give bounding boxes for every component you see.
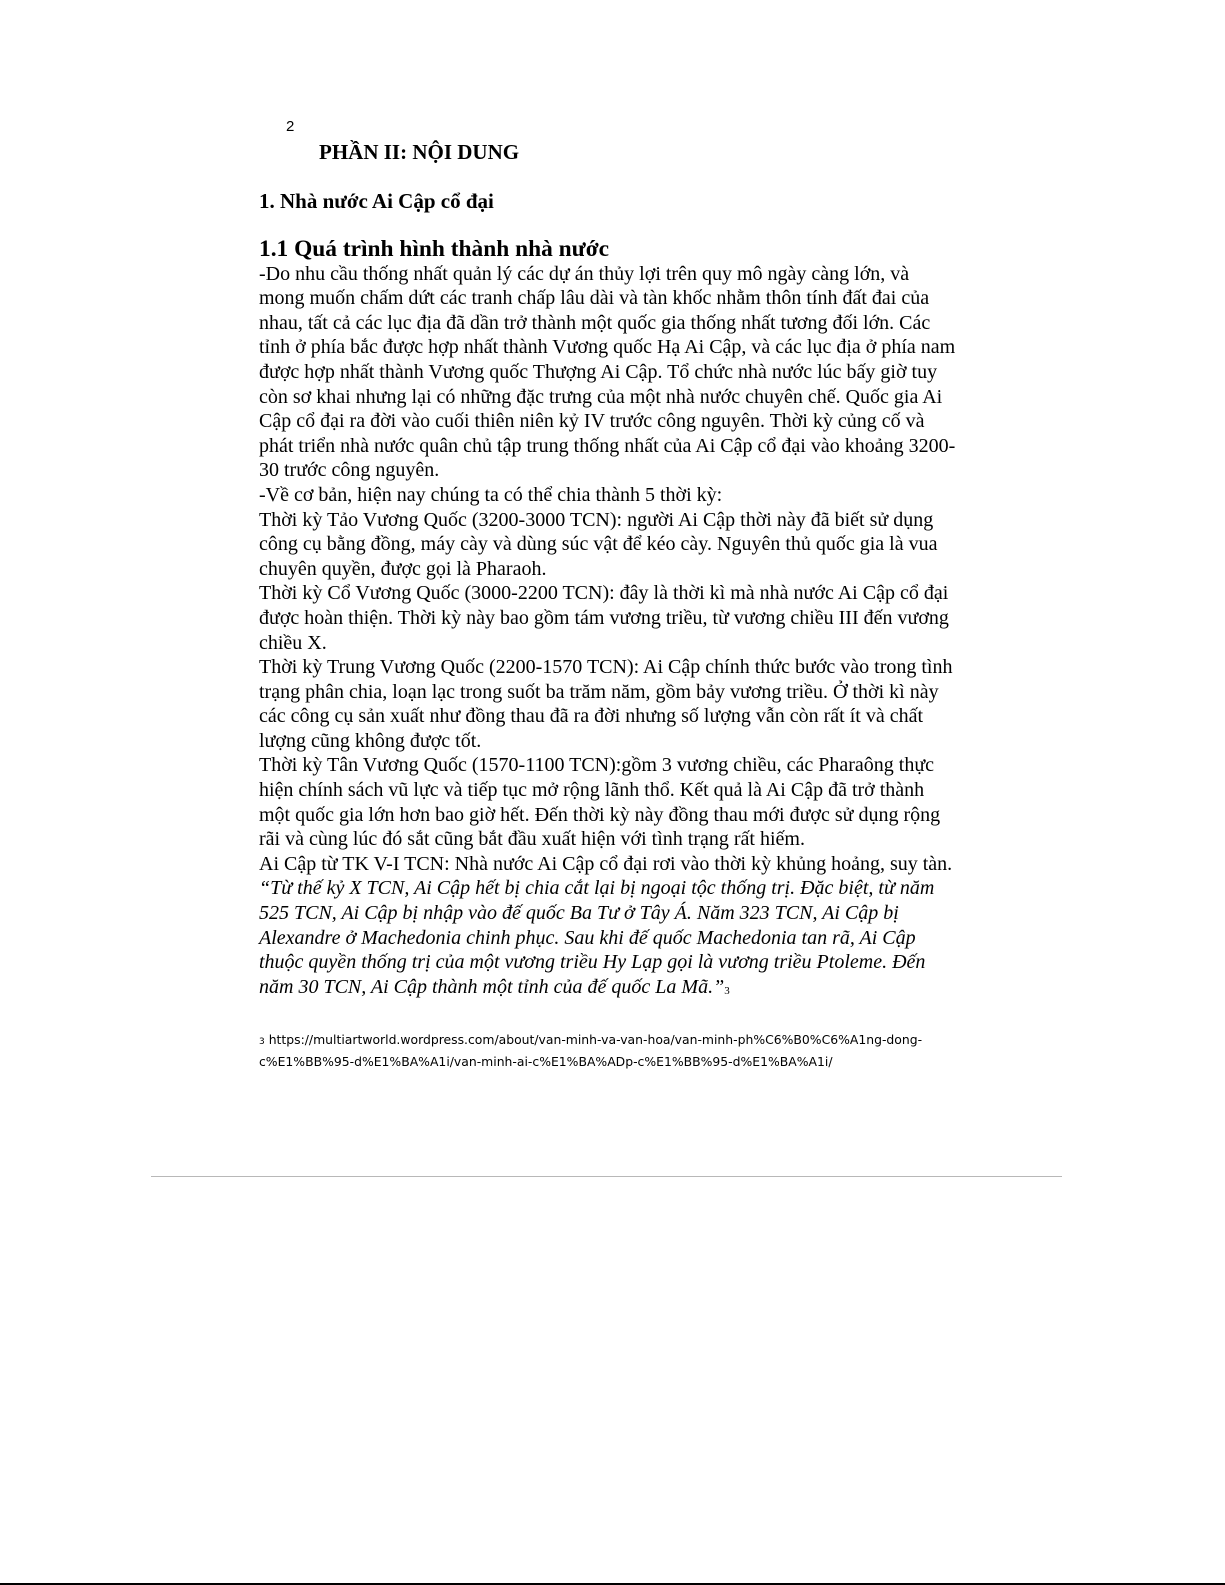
late-period-lead: Ai Cập từ TK V-I TCN: Nhà nước Ai Cập cổ đại rơi vào thời kỳ khủng hoảng, suy tàn. xyxy=(259,852,953,875)
part-heading: PHẦN II: NỘI DUNG xyxy=(319,140,520,164)
page-number: 2 xyxy=(286,118,295,135)
subsection-heading: 1.1 Quá trình hình thành nhà nước xyxy=(259,236,610,262)
paragraph-periods-intro: -Về cơ bản, hiện nay chúng ta có thể chia thành 5 thời kỳ: xyxy=(259,483,723,506)
paragraph-late-period xyxy=(259,852,959,1003)
late-period-quote: “Từ thế kỷ X TCN, Ai Cập hết bị chia cắt lại bị ngoại tộc thống trị. Đặc biệt, từ năm 525 TCN, Ai Cập bị nhập vào đế quốc Ba Tư ở Tây Á. Năm 323 TCN, Ai Cập bị Alexandre ở Machedonia chinh phục. Sau khi đế quốc Machedonia tan rã, Ai Cập thuộc quyền thống trị của một vương triều Hy Lạp gọi là vương triều Ptoleme. Đến năm 30 TCN, Ai Cập thành một tỉnh của đế quốc La Mã.” xyxy=(259,877,935,998)
body-text xyxy=(259,237,959,1002)
footnote-url[interactable]: https://multiartworld.wordpress.com/about/van-minh-va-van-hoa/van-minh-ph%C6%B0%C6%A1ng-dong-c%E1%BB%95-d%E1%BA%A1i/van-minh-ai-c%E1%BA%ADp-c%E1%BB%95-d%E1%BA%A1i/ xyxy=(259,1032,923,1069)
paragraph-old-kingdom: Thời kỳ Cổ Vương Quốc (3000-2200 TCN): đây là thời kì mà nhà nước Ai Cập cổ đại được hoàn thiện. Thời kỳ này bao gồm tám vương triều, từ vương chiều III đến vương chiều X. xyxy=(259,582,949,654)
page-divider xyxy=(151,1176,1062,1177)
section-heading: 1. Nhà nước Ai Cập cổ đại xyxy=(259,189,494,213)
footnote-number: 3 xyxy=(259,1037,265,1047)
footnote-reference[interactable]: 3 xyxy=(724,984,730,997)
paragraph-middle-kingdom: Thời kỳ Trung Vương Quốc (2200-1570 TCN): Ai Cập chính thức bước vào trong tình trạng phân chia, loạn lạc trong suốt ba trăm năm, gồm bảy vương triều. Ở thời kì này các công cụ sản xuất như đồng thau đã ra đời nhưng số lượng vẫn còn rất ít và chất lượng cũng không được tốt. xyxy=(259,656,953,752)
footnote xyxy=(259,1030,939,1072)
paragraph-formation: -Do nhu cầu thống nhất quản lý các dự án thủy lợi trên quy mô ngày càng lớn, và mong muốn chấm dứt các tranh chấp lâu dài và tàn khốc nhằm thôn tính đất đai của nhau, tất cả các lục địa đã dần trở thành một quốc gia thống nhất tương đối lớn. Các tỉnh ở phía bắc được hợp nhất thành Vương quốc Hạ Ai Cập, và các lục địa ở phía nam được hợp nhất thành Vương quốc Thượng Ai Cập. Tổ chức nhà nước lúc bấy giờ tuy còn sơ khai nhưng lại có những đặc trưng của một nhà nước chuyên chế. Quốc gia Ai Cập cổ đại ra đời vào cuối thiên niên kỷ IV trước công nguyên. Thời kỳ củng cố và phát triển nhà nước quân chủ tập trung thống nhất của Ai Cập cổ đại vào khoảng 3200-30 trước công nguyên. xyxy=(259,262,956,482)
paragraph-new-kingdom: Thời kỳ Tân Vương Quốc (1570-1100 TCN):gồm 3 vương chiều, các Pharaông thực hiện chính sách vũ lực và tiếp tục mở rộng lãnh thổ. Kết quả là Ai Cập đã trở thành một quốc gia lớn hơn bao giờ hết. Đến thời kỳ này đồng thau mới được sử dụng rộng rãi và cùng lúc đó sắt cũng bắt đầu xuất hiện với tình trạng rất hiếm. xyxy=(259,754,941,851)
paragraph-early-kingdom: Thời kỳ Tảo Vương Quốc (3200-3000 TCN): người Ai Cập thời này đã biết sử dụng công cụ bằng đồng, máy cày và dùng súc vật để kéo cày. Nguyên thủ quốc gia là vua chuyên quyền, được gọi là Pharaoh. xyxy=(259,508,938,580)
